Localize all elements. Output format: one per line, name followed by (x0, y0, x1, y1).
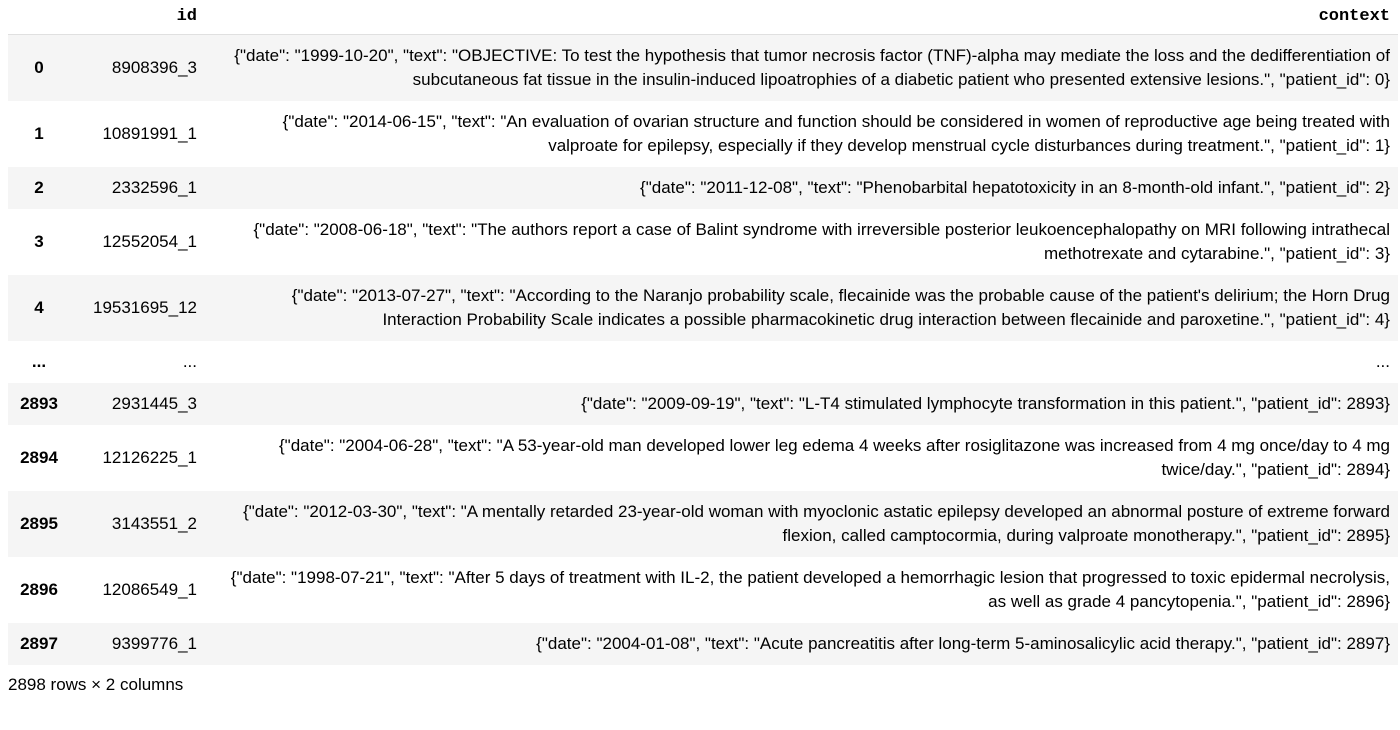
table-row (8, 167, 1398, 209)
cell-context: {"date": "2012-03-30", "text": "A mentally retarded 23-year-old woman with myoclonic astatic epilepsy developed an abnormal posture of extreme forward flexion, called camptocormia, during valproate monotherapy.", "patient_id": 2895} (243, 502, 1390, 545)
cell-id: 12552054_1 (102, 232, 197, 251)
row-index: 3 (34, 232, 44, 251)
table-row (8, 383, 1398, 425)
table-row (8, 35, 1398, 102)
table-row (8, 101, 1398, 167)
table-header-row (8, 0, 1398, 35)
column-header-context: context (205, 0, 1398, 35)
row-index: 2895 (20, 514, 58, 533)
cell-id: 2931445_3 (111, 394, 197, 413)
table-row (8, 275, 1398, 341)
row-index: 2896 (20, 580, 58, 599)
table-row (8, 623, 1398, 665)
cell-id: 10891991_1 (102, 124, 197, 143)
cell-context: {"date": "2011-12-08", "text": "Phenobarbital hepatotoxicity in an 8-month-old infant.", "patient_id": 2} (640, 178, 1390, 197)
cell-context: {"date": "2004-01-08", "text": "Acute pancreatitis after long-term 5-aminosalicylic acid therapy.", "patient_id": 2897} (536, 634, 1390, 653)
row-index: 2 (34, 178, 44, 197)
cell-id: 12126225_1 (102, 448, 197, 467)
row-index: 1 (34, 124, 44, 143)
row-count-label: 2898 rows × 2 columns (8, 675, 184, 694)
row-index: 2897 (20, 634, 58, 653)
cell-context: ... (1375, 352, 1390, 371)
table-row (8, 491, 1398, 557)
cell-context: {"date": "2014-06-15", "text": "An evaluation of ovarian structure and function should be considered in women of reproductive age being treated with valproate for epilepsy, especially if they develop menstrual cycle disturbances during treatment.", "patient_id": 1} (282, 112, 1390, 155)
cell-id: 3143551_2 (111, 514, 197, 533)
cell-id: 2332596_1 (111, 178, 197, 197)
column-header-id: id (70, 0, 205, 35)
row-index: 2893 (20, 394, 58, 413)
cell-context: {"date": "2009-09-19", "text": "L-T4 stimulated lymphocyte transformation in this patient.", "patient_id": 2893} (581, 394, 1390, 413)
cell-id: 8908396_3 (111, 58, 197, 77)
cell-context: {"date": "2008-06-18", "text": "The authors report a case of Balint syndrome with irreversible posterior leukoencephalopathy on MRI following intrathecal methotrexate and cytarabine.", "patient_id": 3} (253, 220, 1390, 263)
cell-context: {"date": "2013-07-27", "text": "According to the Naranjo probability scale, flecainide was the probable cause of the patient's delirium; the Horn Drug Interaction Probability Scale indicates a possible pharmacokinetic drug interaction between flecainide and paroxetine.", "patient_id": 4} (291, 286, 1390, 329)
table-row (8, 209, 1398, 275)
cell-context: {"date": "1998-07-21", "text": "After 5 days of treatment with IL-2, the patient developed a hemorrhagic lesion that progressed to toxic epidermal necrolysis, as well as grade 4 pancytopenia.", "patient_id": 2896} (230, 568, 1390, 611)
table-body (8, 35, 1398, 666)
cell-id: ... (182, 352, 197, 371)
cell-context: {"date": "1999-10-20", "text": "OBJECTIVE: To test the hypothesis that tumor necrosis factor (TNF)-alpha may mediate the loss and the dedifferentiation of subcutaneous fat tissue in the insulin-induced lipoatrophies of a diabetic patient who presented extensive lesions.", "patient_id": 0} (234, 46, 1390, 89)
cell-context: {"date": "2004-06-28", "text": "A 53-year-old man developed lower leg edema 4 weeks after rosiglitazone was increased from 4 mg once/day to 4 mg twice/day.", "patient_id": 2894} (278, 436, 1390, 479)
row-index: 0 (34, 58, 44, 77)
table-row (8, 341, 1398, 383)
cell-id: 19531695_12 (92, 298, 197, 317)
cell-id: 12086549_1 (102, 580, 197, 599)
cell-id: 9399776_1 (111, 634, 197, 653)
row-index: 4 (34, 298, 44, 317)
row-index: ... (31, 352, 47, 371)
column-header-index (8, 0, 70, 35)
table-row (8, 425, 1398, 491)
row-index: 2894 (20, 448, 58, 467)
table-row (8, 557, 1398, 623)
dataframe-table (8, 0, 1398, 665)
